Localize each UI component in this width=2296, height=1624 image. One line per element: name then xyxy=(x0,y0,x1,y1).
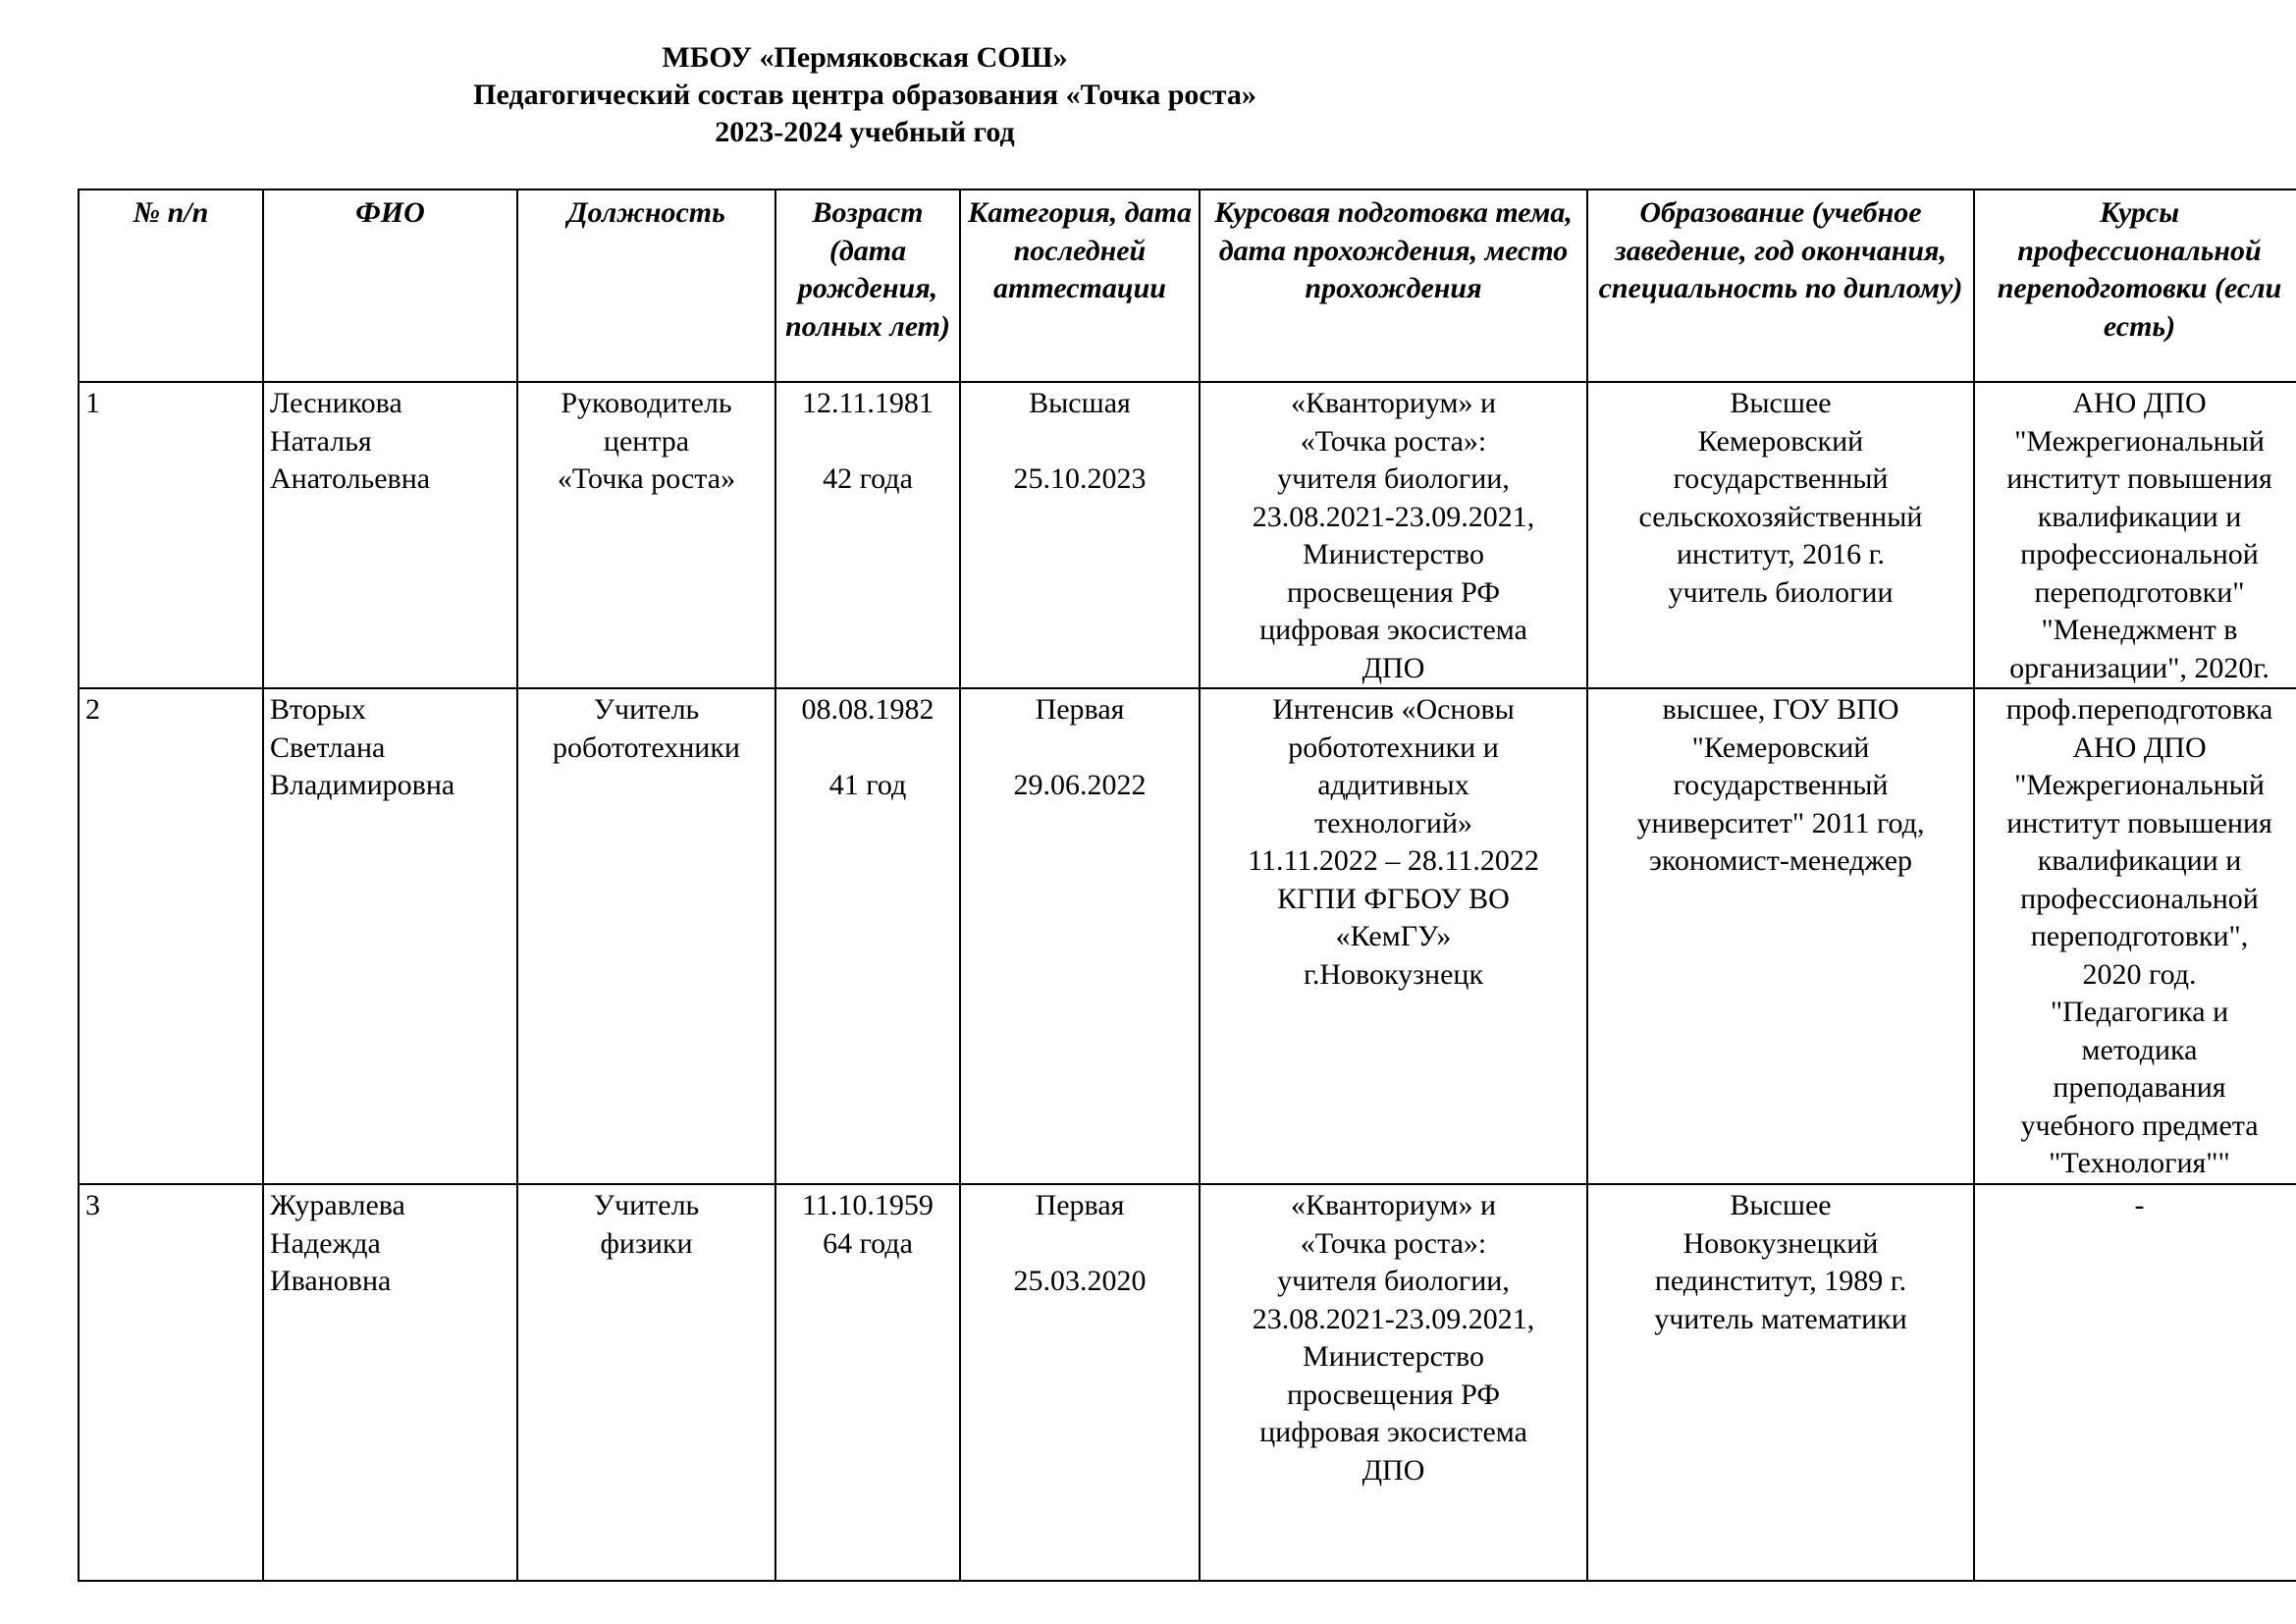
courses-line: 23.08.2021-23.09.2021, xyxy=(1252,500,1535,533)
courses-line: «Точка роста»: xyxy=(1300,1226,1487,1260)
education-line: Новокузнецкий xyxy=(1682,1226,1879,1260)
fio-line: Вторых xyxy=(270,693,366,726)
retraining-line: "Педагогика и xyxy=(2050,996,2229,1028)
row-number-cell xyxy=(79,688,263,1184)
education-line: учитель математики xyxy=(1654,1302,1907,1335)
education-line: Высшее xyxy=(1730,1189,1832,1221)
education-line: экономист-менеджер xyxy=(1648,844,1913,877)
retraining-line: организации", 2020г. xyxy=(2009,651,2269,684)
table-header-row xyxy=(79,189,2296,382)
fio-line: Надежда xyxy=(270,1226,381,1260)
courses-line: «КемГУ» xyxy=(1335,920,1452,952)
education-line: государственный xyxy=(1673,462,1889,495)
age-cell xyxy=(775,1184,960,1581)
category-cell xyxy=(960,382,1200,688)
education-line: Кемеровский xyxy=(1697,424,1864,458)
staff-table xyxy=(78,189,2296,1582)
fio-cell xyxy=(263,688,517,1184)
fio-cell xyxy=(263,1184,517,1581)
courses-line: просвещения РФ xyxy=(1286,575,1501,609)
retraining-line: "Межрегиональный xyxy=(2014,769,2265,801)
category-value: Первая xyxy=(1035,1189,1125,1221)
column-header-num: № п/п xyxy=(79,189,263,382)
birth-date: 11.10.1959 xyxy=(802,1189,934,1221)
table-row xyxy=(79,688,2296,1184)
attestation-date: 25.03.2020 xyxy=(1013,1265,1147,1297)
retraining-line: переподготовки", xyxy=(2030,920,2249,952)
education-cell xyxy=(1587,688,1974,1184)
column-header-fio: ФИО xyxy=(263,189,517,382)
retraining-line: АНО ДПО xyxy=(2072,731,2207,764)
category-cell xyxy=(960,1184,1200,1581)
age-cell xyxy=(775,382,960,688)
courses-line: Министерство xyxy=(1303,1340,1484,1373)
table-row xyxy=(79,382,2296,688)
retraining-line: профессиональной xyxy=(2020,538,2259,570)
courses-line: учителя биологии, xyxy=(1277,1265,1510,1297)
category-value: Высшая xyxy=(1029,387,1131,419)
column-header-courses: Курсовая подготовка тема, дата прохождения, место прохождения xyxy=(1200,189,1587,382)
position-line: «Точка роста» xyxy=(557,462,736,495)
position-line: Учитель xyxy=(593,1189,700,1221)
courses-line: ДПО xyxy=(1362,1453,1425,1487)
position-cell xyxy=(517,382,775,688)
retraining-cell xyxy=(1974,382,2296,688)
age-years: 64 года xyxy=(823,1226,913,1260)
category-cell xyxy=(960,688,1200,1184)
courses-cell xyxy=(1200,688,1587,1184)
education-line: сельскохозяйственный xyxy=(1638,500,1923,533)
retraining-line: профессиональной xyxy=(2020,882,2259,915)
fio-line: Ивановна xyxy=(270,1265,392,1297)
education-line: "Кемеровский xyxy=(1691,731,1870,764)
retraining-line: переподготовки" xyxy=(2034,575,2245,609)
position-line: Руководитель xyxy=(561,387,732,419)
school-name: МБОУ «Пермяковская СОШ» xyxy=(662,41,1068,74)
retraining-line: квалификации и xyxy=(2037,500,2242,533)
courses-cell xyxy=(1200,382,1587,688)
courses-line: Интенсив «Основы xyxy=(1272,693,1515,726)
category-value: Первая xyxy=(1035,693,1125,726)
fio-line: Лесникова xyxy=(270,387,402,419)
courses-line: технологий» xyxy=(1313,806,1473,839)
courses-line: учителя биологии, xyxy=(1277,462,1510,495)
retraining-line: институт повышения xyxy=(2006,462,2272,495)
retraining-line: учебного предмета xyxy=(2020,1109,2259,1142)
courses-line: ДПО xyxy=(1362,651,1425,684)
courses-line: аддитивных xyxy=(1317,769,1469,801)
education-cell xyxy=(1587,382,1974,688)
retraining-line: преподавания xyxy=(2053,1071,2226,1104)
courses-line: 23.08.2021-23.09.2021, xyxy=(1252,1302,1535,1335)
column-header-position: Должность xyxy=(517,189,775,382)
education-line: институт, 2016 г. xyxy=(1676,538,1886,570)
retraining-cell xyxy=(1974,688,2296,1184)
document-title: Педагогический состав центра образования «Точка роста» xyxy=(473,79,1256,111)
row-number: 1 xyxy=(85,387,100,419)
retraining-cell xyxy=(1974,1184,2296,1581)
attestation-date: 25.10.2023 xyxy=(1013,462,1147,495)
education-line: пединститут, 1989 г. xyxy=(1654,1265,1907,1297)
retraining-line: методика xyxy=(2081,1033,2198,1066)
fio-line: Журавлева xyxy=(270,1189,405,1221)
retraining-line: "Межрегиональный xyxy=(2014,424,2265,458)
education-line: учитель биологии xyxy=(1668,575,1894,609)
birth-date: 08.08.1982 xyxy=(801,693,934,726)
education-line: университет" 2011 год, xyxy=(1636,806,1925,839)
retraining-line: институт повышения xyxy=(2006,806,2272,839)
fio-line: Анатольевна xyxy=(270,462,431,495)
position-line: робототехники xyxy=(553,731,740,764)
education-line: государственный xyxy=(1673,769,1889,801)
position-line: центра xyxy=(603,424,690,458)
age-years: 42 года xyxy=(823,462,913,495)
retraining-line: 2020 год. xyxy=(2082,957,2197,991)
position-cell xyxy=(517,688,775,1184)
retraining-line: "Технология"" xyxy=(2049,1147,2230,1179)
column-header-category: Категория, дата последней аттестации xyxy=(960,189,1200,382)
courses-line: просвещения РФ xyxy=(1286,1378,1501,1411)
courses-line: «Кванториум» и xyxy=(1290,387,1497,419)
age-years: 41 год xyxy=(828,769,907,801)
position-line: Учитель xyxy=(593,693,700,726)
education-line: высшее, ГОУ ВПО xyxy=(1662,693,1899,726)
retraining-line: квалификации и xyxy=(2037,844,2242,877)
courses-cell xyxy=(1200,1184,1587,1581)
birth-date: 12.11.1981 xyxy=(802,387,934,419)
retraining-line: АНО ДПО xyxy=(2072,387,2207,419)
courses-line: «Точка роста»: xyxy=(1300,424,1487,458)
row-number: 3 xyxy=(85,1189,100,1221)
table-row xyxy=(79,1184,2296,1581)
courses-line: Министерство xyxy=(1303,538,1484,570)
courses-line: «Кванториум» и xyxy=(1290,1189,1497,1221)
courses-line: цифровая экосистема xyxy=(1259,614,1527,646)
row-number-cell xyxy=(79,382,263,688)
courses-line: 11.11.2022 – 28.11.2022 xyxy=(1248,844,1539,877)
courses-line: г.Новокузнецк xyxy=(1303,957,1484,991)
courses-line: робототехники и xyxy=(1288,731,1499,764)
attestation-date: 29.06.2022 xyxy=(1013,769,1147,801)
retraining-line: проф.переподготовка xyxy=(2005,693,2273,726)
row-number-cell xyxy=(79,1184,263,1581)
retraining-line: - xyxy=(2134,1189,2145,1221)
row-number: 2 xyxy=(85,693,100,726)
column-header-retraining: Курсы профессиональной переподготовки (если есть) xyxy=(1974,189,2296,382)
academic-year: 2023-2024 учебный год xyxy=(715,116,1015,148)
courses-line: КГПИ ФГБОУ ВО xyxy=(1277,882,1510,915)
education-cell xyxy=(1587,1184,1974,1581)
position-cell xyxy=(517,1184,775,1581)
education-line: Высшее xyxy=(1730,387,1832,419)
position-line: физики xyxy=(600,1226,693,1260)
retraining-line: "Менеджмент в xyxy=(2041,614,2238,646)
fio-line: Владимировна xyxy=(270,769,455,801)
fio-line: Наталья xyxy=(270,424,372,458)
document-header xyxy=(0,39,1730,151)
column-header-age: Возраст (дата рождения, полных лет) xyxy=(775,189,960,382)
column-header-education: Образование (учебное заведение, год окончания, специальность по диплому) xyxy=(1587,189,1974,382)
age-cell xyxy=(775,688,960,1184)
fio-cell xyxy=(263,382,517,688)
fio-line: Светлана xyxy=(270,731,386,764)
courses-line: цифровая экосистема xyxy=(1259,1416,1527,1448)
